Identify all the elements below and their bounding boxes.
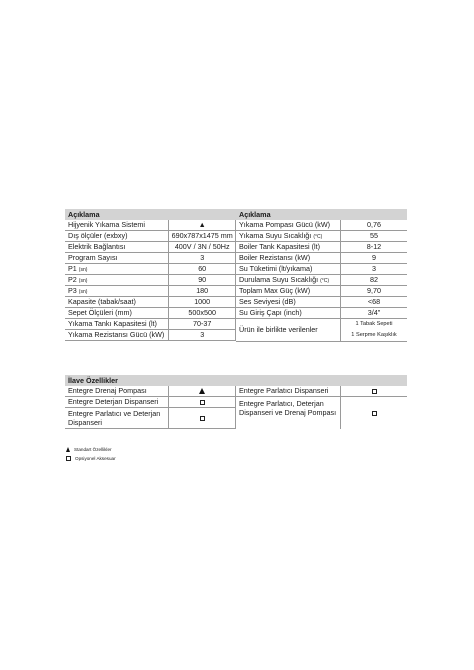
spec-row [65,264,236,275]
spec-row [65,297,236,308]
spec-label-text: P1 [68,264,77,273]
spec-row [65,253,236,264]
spec-label-text: P3 [68,286,77,295]
standard-feature-icon [169,386,236,396]
legend-item-optional [66,454,116,463]
spec-label: Toplam Max Güç (kW) [236,286,341,296]
spec-value: 500x500 [169,308,236,318]
spec-row [65,330,236,341]
spec-value: <68 [367,297,381,306]
spec-label: Hijyenik Yıkama Sistemi [65,220,169,230]
spec-row [65,308,236,319]
spec-unit: (sn) [78,278,88,284]
spec-unit: (sn) [78,267,88,273]
spec-row [65,231,236,242]
spec-value: 0,76 [367,220,381,229]
legend [66,445,116,463]
spec-row [236,275,407,286]
supplied-item: 1 Tabak Sepeti [355,321,393,327]
spec-label [236,275,341,285]
spec-row [65,220,236,231]
spec-label [65,264,169,274]
spec-table-header [65,209,407,220]
spec-label: Ses Seviyesi (dB) [236,297,341,307]
supplied-values [341,319,407,341]
spec-table [65,209,407,342]
spec-label: Su Tüketimi (lt/yıkama) [236,264,341,274]
spec-value: 9 [372,253,376,262]
spec-label: Boiler Rezistansı (kW) [236,253,341,263]
spec-label: Boiler Tank Kapasitesi (lt) [236,242,341,252]
spec-row [65,286,236,297]
extras-label: Entegre Drenaj Pompası [65,386,169,396]
spec-left-header: Açıklama [68,210,100,219]
spec-label: Su Giriş Çapı (inch) [236,308,341,318]
spec-unit: (°C) [313,234,323,240]
supplied-item: 1 Serpme Kaşıklık [351,332,397,338]
optional-accessory-icon [341,386,407,396]
spec-label: Yıkama Pompası Gücü (kW) [236,220,341,230]
supplied-label: Ürün ile birlikte verilenler [236,319,341,341]
spec-label: Yıkama Rezistansı Gücü (kW) [65,330,169,340]
spec-row [236,231,407,242]
spec-value: 3 [169,253,236,263]
extras-label: Entegre Parlatıcı, Deterjan Dispanseri ve Drenaj Pompası [236,397,341,429]
spec-value: 690x787x1475 mm [169,231,236,241]
spec-label-text: Durulama Suyu Sıcaklığı [239,275,319,284]
spec-right-header: Açıklama [239,210,271,219]
extras-table [65,375,407,429]
extras-header: İlave Özellikler [65,375,407,386]
legend-standard-label: Standart Özellikler [74,447,112,452]
spec-label [65,275,169,285]
spec-row [236,297,407,308]
legend-optional-label: Opsiyonel Aksesuar [75,456,116,461]
spec-value: 70-37 [169,319,236,329]
spec-label: Sepet Ölçüleri (mm) [65,308,169,318]
spec-label: Kapasite (tabak/saat) [65,297,169,307]
optional-accessory-icon [341,397,407,429]
legend-item-standard [66,445,116,454]
spec-row [236,308,407,319]
spec-label: Program Sayısı [65,253,169,263]
spec-row [65,319,236,330]
extras-label: Entegre Parlatıcı ve Deterjan Dispanseri [65,408,169,428]
spec-value: 90 [169,275,236,285]
extras-label: Entegre Parlatıcı Dispanseri [236,386,341,396]
spec-value: 82 [370,275,378,284]
extras-cell [65,397,236,407]
square-icon [66,456,71,461]
spec-label: Elektrik Bağlantısı [65,242,169,252]
spec-label: Dış ölçüler (exbxy) [65,231,169,241]
spec-value: 180 [169,286,236,296]
spec-row [236,264,407,275]
extras-cell [236,386,407,396]
spec-unit: (°C) [320,278,330,284]
spec-right-column [236,220,407,342]
extras-row [65,397,407,417]
spec-value: 9,70 [367,286,381,295]
spec-value: 60 [169,264,236,274]
spec-value: 3 [169,330,236,340]
triangle-icon [66,447,70,452]
spec-unit: (sn) [78,289,88,295]
spec-value: 8-12 [366,242,382,251]
extras-label: Entegre Deterjan Dispanseri [65,397,169,407]
spec-row [236,253,407,264]
spec-row [236,242,407,253]
extras-cell [65,408,236,428]
spec-value: 55 [370,231,378,240]
extras-row [65,386,407,397]
spec-row [65,242,236,253]
spec-row-supplied [236,319,407,342]
spec-value: 3/4" [367,308,381,317]
spec-row [236,286,407,297]
spec-label-text: P2 [68,275,77,284]
spec-row [65,275,236,286]
spec-row [236,220,407,231]
spec-label: Yıkama Tankı Kapasitesi (lt) [65,319,169,329]
spec-label-text: Yıkama Suyu Sıcaklığı [239,231,312,240]
spec-label [65,286,169,296]
spec-label [236,231,341,241]
spec-left-column [65,220,236,342]
spec-value: 400V / 3N / 50Hz [169,242,236,252]
extras-cell-merged [236,397,407,417]
spec-value: 1000 [169,297,236,307]
spec-value: 3 [372,264,376,273]
optional-accessory-icon [169,408,236,428]
spec-value: ▲ [169,220,236,230]
optional-accessory-icon [169,397,236,407]
extras-cell [65,386,236,396]
